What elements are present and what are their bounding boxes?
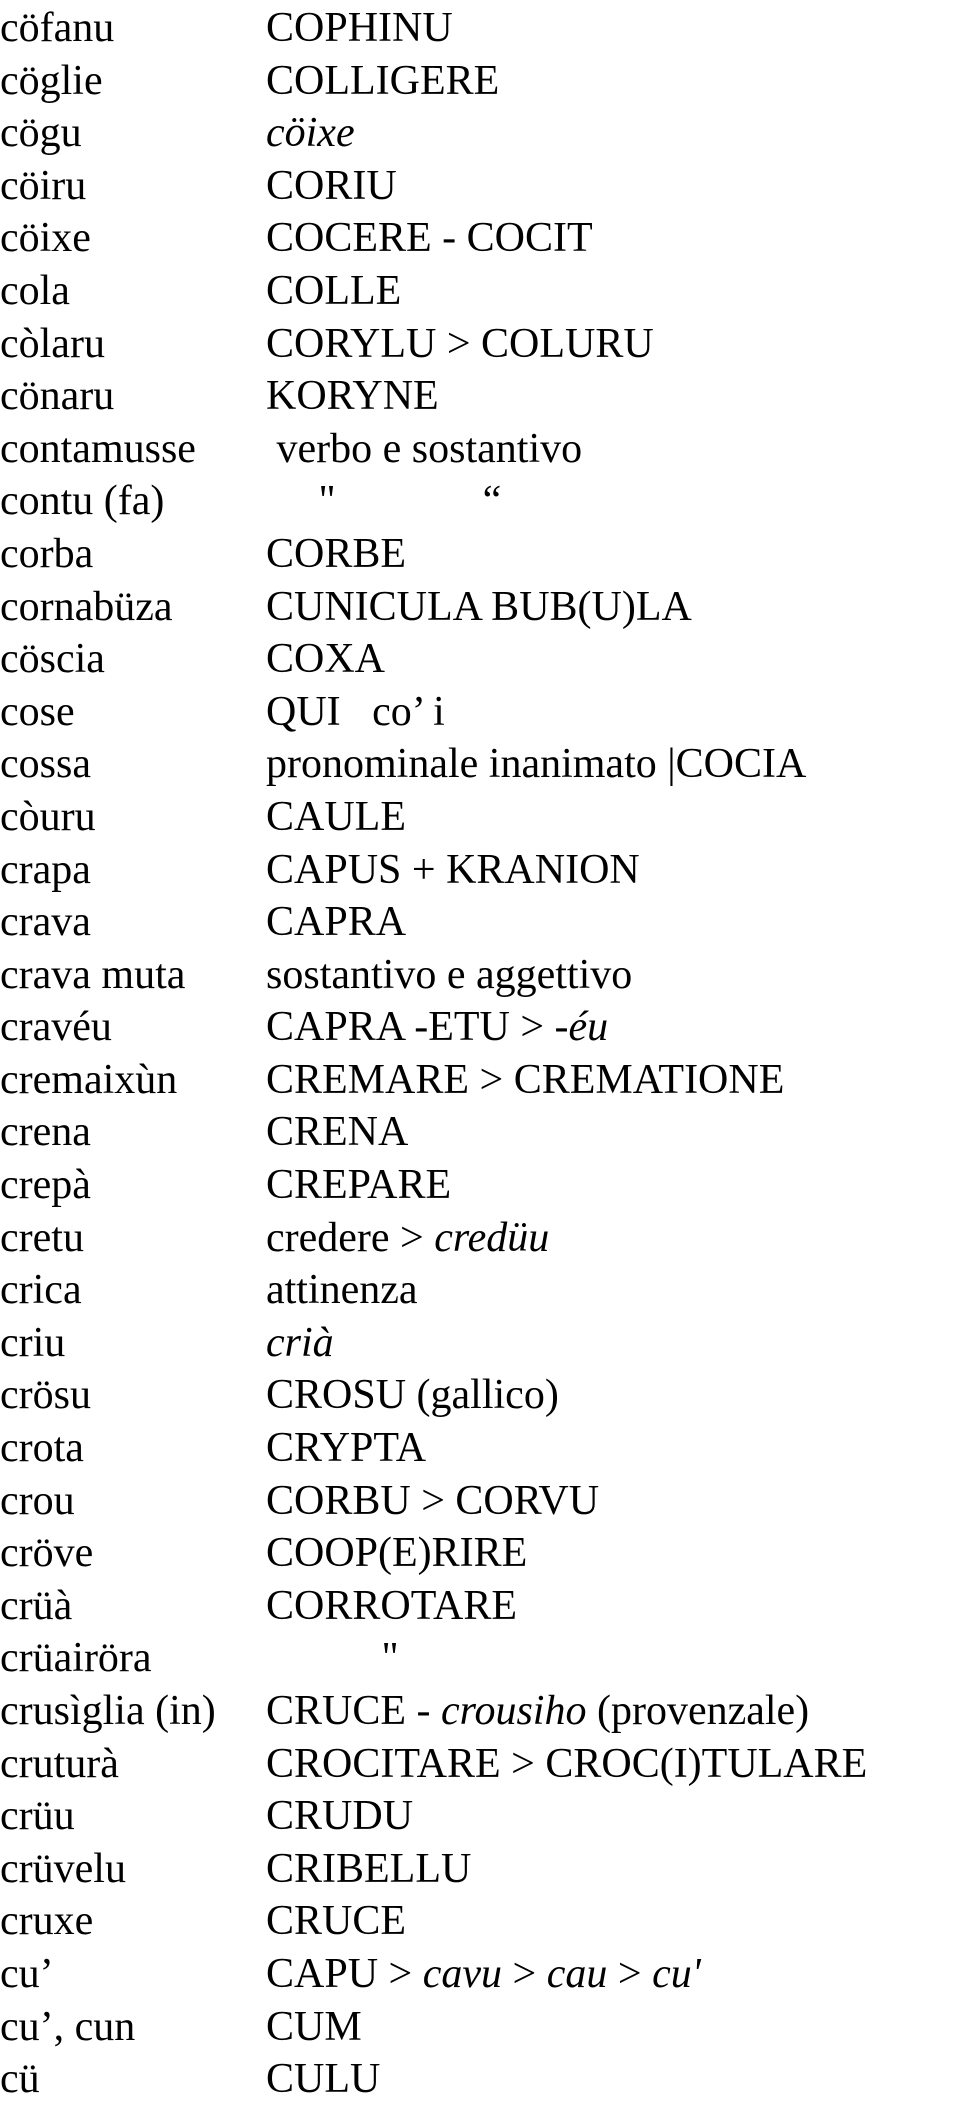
etymology <box>266 1527 527 1580</box>
headword: cu’ <box>0 1950 54 1997</box>
etymology <box>266 423 582 476</box>
etymology-segment: CROSU (gallico) <box>266 1372 559 1419</box>
etymology-segment: CAPRA <box>266 899 407 946</box>
headword: cruturà <box>0 1740 119 1787</box>
headword: cöglie <box>0 57 103 104</box>
headword: cu’, cun <box>0 2003 136 2050</box>
etymology <box>266 1212 549 1265</box>
etymology <box>266 1475 599 1528</box>
etymology <box>266 528 406 581</box>
headword: crava <box>0 899 91 946</box>
etymology <box>266 1790 413 1843</box>
etymology-segment: " <box>266 1635 399 1682</box>
etymology-segment: CUNICULA BUB(U)LA <box>266 583 692 630</box>
etymology-segment: " “ <box>266 478 502 525</box>
etymology-segment: CORBU > CORVU <box>266 1477 600 1524</box>
etymology-segment: CORIU <box>266 162 397 209</box>
etymology <box>266 686 445 739</box>
glossary-entry <box>0 1790 970 1843</box>
etymology-segment: CRUDU <box>266 1793 414 1840</box>
glossary-entry <box>0 1632 970 1685</box>
glossary-entry <box>0 1317 970 1370</box>
headword: cöfanu <box>0 5 115 51</box>
etymology-italic-segment: -éu <box>554 1004 609 1051</box>
headword: crüu <box>0 1793 75 1840</box>
glossary-entry <box>0 1948 970 2001</box>
headword: cruxe <box>0 1898 94 1945</box>
glossary-entry <box>0 1843 970 1896</box>
etymology-italic-segment: cau <box>546 1950 608 1997</box>
glossary-entry <box>0 1685 970 1738</box>
headword: cose <box>0 688 75 735</box>
headword: corba <box>0 530 94 577</box>
glossary-entry <box>0 686 970 739</box>
headword: crüà <box>0 1582 73 1629</box>
glossary-entry <box>0 475 970 528</box>
glossary-entry <box>0 318 970 371</box>
headword: cretu <box>0 1214 84 1261</box>
glossary-entry <box>0 265 970 318</box>
glossary-entry <box>0 1475 970 1528</box>
glossary-entry <box>0 1369 970 1422</box>
glossary-entry <box>0 1001 970 1054</box>
headword: crena <box>0 1109 91 1156</box>
headword: còuru <box>0 793 96 840</box>
etymology <box>266 1843 471 1896</box>
glossary-entry <box>0 738 970 791</box>
etymology <box>266 896 406 949</box>
etymology <box>266 1580 517 1633</box>
etymology-segment: (provenzale) <box>586 1688 810 1734</box>
etymology-segment: COLLE <box>266 267 402 314</box>
headword: cöiru <box>0 162 87 209</box>
glossary-entry <box>0 581 970 634</box>
headword: cröve <box>0 1530 94 1577</box>
etymology <box>266 55 499 108</box>
etymology <box>266 475 501 528</box>
headword: crava muta <box>0 951 186 998</box>
headword: crösu <box>0 1372 91 1419</box>
etymology <box>266 160 397 213</box>
headword: cremaixùn <box>0 1056 178 1103</box>
etymology-segment: CRUCE - <box>266 1688 442 1734</box>
glossary-entry <box>0 528 970 581</box>
etymology-segment: CAPU > <box>266 1950 423 1997</box>
etymology-segment: CAPUS + KRANION <box>266 846 640 893</box>
etymology <box>266 633 385 686</box>
etymology-segment: > <box>607 1950 653 1997</box>
etymology <box>266 844 640 897</box>
headword: crepà <box>0 1162 91 1209</box>
headword: cöscia <box>0 636 105 683</box>
etymology <box>266 1106 408 1159</box>
etymology-segment: KORYNE <box>266 373 439 420</box>
glossary-entry <box>0 896 970 949</box>
etymology-segment: CREMARE > CREMATIONE <box>266 1056 785 1103</box>
etymology-segment: CRYPTA <box>266 1425 427 1472</box>
glossary-entry <box>0 370 970 423</box>
etymology-segment: COPHINU <box>266 5 453 51</box>
headword: còlaru <box>0 320 105 367</box>
etymology-italic-segment: crià <box>266 1319 334 1366</box>
etymology-segment: > <box>502 1950 547 1997</box>
headword: crica <box>0 1267 82 1314</box>
etymology <box>266 212 593 265</box>
headword: crou <box>0 1477 75 1524</box>
glossary-entry <box>0 844 970 897</box>
etymology <box>266 2001 362 2054</box>
etymology-segment: CREPARE <box>266 1162 452 1209</box>
glossary-entry <box>0 1159 970 1212</box>
glossary-entry <box>0 1422 970 1475</box>
etymology-italic-segment: cöixe <box>266 110 355 157</box>
glossary-entry <box>0 2001 970 2054</box>
etymology <box>266 791 406 844</box>
etymology <box>266 1001 608 1054</box>
headword: contu (fa) <box>0 478 165 525</box>
glossary-entry <box>0 212 970 265</box>
glossary-entry <box>0 2053 970 2106</box>
glossary-entry <box>0 423 970 476</box>
etymology-italic-segment: credüu <box>434 1214 550 1261</box>
etymology <box>266 1948 701 2001</box>
etymology-segment: COOP(E)RIRE <box>266 1530 528 1577</box>
headword: cönaru <box>0 373 115 420</box>
etymology <box>266 1054 784 1107</box>
headword: cögu <box>0 110 82 157</box>
etymology-segment: CRIBELLU <box>266 1845 472 1892</box>
etymology <box>266 1685 809 1738</box>
headword: cü <box>0 2056 40 2103</box>
headword: cossa <box>0 741 91 788</box>
etymology-segment: COXA <box>266 636 386 683</box>
headword: cola <box>0 267 70 314</box>
glossary-entry <box>0 1738 970 1791</box>
headword: crota <box>0 1425 84 1472</box>
headword: crusìglia (in) <box>0 1688 216 1734</box>
glossary-entry <box>0 949 970 1002</box>
etymology-segment: COLLIGERE <box>266 57 500 104</box>
headword: crüairöra <box>0 1635 152 1682</box>
etymology <box>266 1632 399 1685</box>
glossary-entry <box>0 1895 970 1948</box>
headword: cornabüza <box>0 583 173 630</box>
etymology-segment: COCERE - COCIT <box>266 215 593 262</box>
headword: contamusse <box>0 425 196 472</box>
glossary-entry <box>0 2 970 55</box>
etymology-segment: CORYLU > COLURU <box>266 320 654 367</box>
glossary-entry <box>0 1212 970 1265</box>
etymology-segment: CORROTARE <box>266 1582 517 1629</box>
etymology-segment: pronominale inanimato |COCIA <box>266 741 807 788</box>
etymology <box>266 318 654 371</box>
etymology-segment: credere > <box>266 1214 435 1261</box>
etymology-segment: CORBE <box>266 530 407 577</box>
etymology <box>266 1317 334 1370</box>
etymology <box>266 1369 559 1422</box>
glossary-entry <box>0 160 970 213</box>
etymology-segment: CRUCE <box>266 1898 407 1945</box>
etymology <box>266 1422 426 1475</box>
etymology <box>266 949 632 1002</box>
glossary-entry <box>0 1580 970 1633</box>
etymology-segment: sostantivo e aggettivo <box>266 951 633 998</box>
etymology-italic-segment: cavu <box>422 1950 503 1997</box>
etymology <box>266 107 355 160</box>
headword: cöixe <box>0 215 91 262</box>
headword: crapa <box>0 846 91 893</box>
etymology-segment: CRENA <box>266 1109 409 1156</box>
glossary-entry <box>0 633 970 686</box>
etymology-segment: CUM <box>266 2003 362 2050</box>
etymology-segment: CROCITARE > CROC(I)TULARE <box>266 1740 868 1787</box>
etymology-segment: CAPRA -ETU > <box>266 1004 555 1051</box>
etymology <box>266 581 692 634</box>
etymology-segment: verbo e sostantivo <box>266 425 583 472</box>
glossary-entry <box>0 1106 970 1159</box>
etymology <box>266 2053 380 2106</box>
glossary-entry <box>0 791 970 844</box>
etymology <box>266 1264 418 1317</box>
etymology-segment: CULU <box>266 2056 381 2103</box>
etymology <box>266 1159 451 1212</box>
glossary-entry <box>0 107 970 160</box>
etymology-italic-segment: crousiho <box>441 1688 587 1734</box>
etymology-segment: QUI co’ i <box>266 688 445 735</box>
etymology-segment: CAULE <box>266 793 406 840</box>
etymology-segment: attinenza <box>266 1267 418 1314</box>
etymology <box>266 1738 867 1791</box>
glossary-entry <box>0 1264 970 1317</box>
glossary-entry <box>0 1527 970 1580</box>
etymology <box>266 2 453 55</box>
headword: criu <box>0 1319 66 1366</box>
etymology <box>266 738 806 791</box>
headword: cravéu <box>0 1004 112 1051</box>
etymology <box>266 370 439 423</box>
headword: crüvelu <box>0 1845 126 1892</box>
etymology <box>266 1895 406 1948</box>
etymology-italic-segment: cu' <box>652 1950 701 1997</box>
glossary-entry <box>0 1054 970 1107</box>
etymology <box>266 265 401 318</box>
glossary-entry <box>0 55 970 108</box>
